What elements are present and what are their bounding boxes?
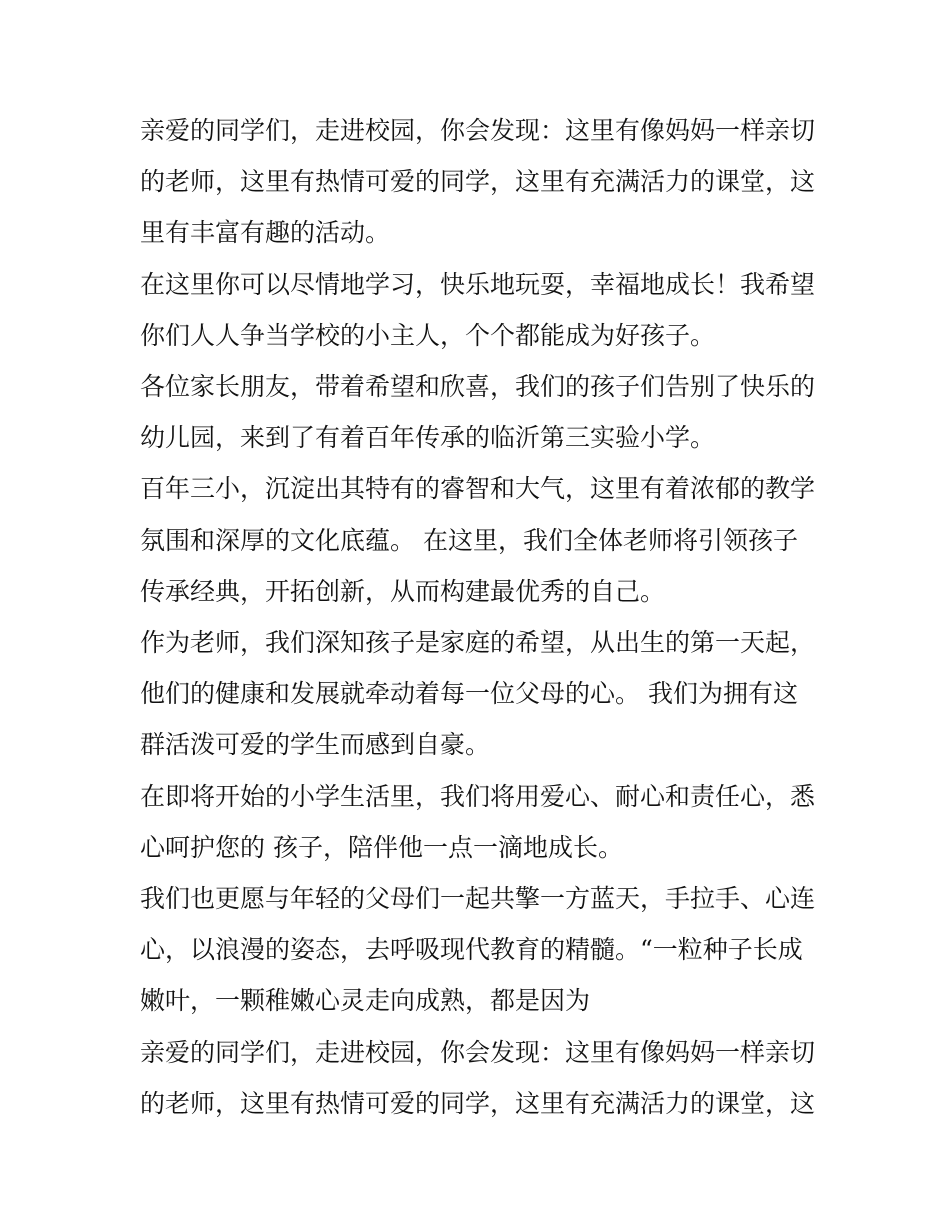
paragraph: 在这里你可以尽情地学习，快乐地玩耍，幸福地成长！我希望你们人人争当学校的小主人，个个都能成为好孩子。 <box>140 269 816 350</box>
document-body <box>140 105 816 1129</box>
paragraph: 作为老师，我们深知孩子是家庭的希望，从出生的第一天起，他们的健康和发展就牵动着每一位父母的心。 我们为拥有这群活泼可爱的学生而感到自豪。 <box>140 628 816 760</box>
paragraph: 亲爱的同学们，走进校园，你会发现：这里有像妈妈一样亲切的老师，这里有热情可爱的同学，这里有充满活力的课堂，这 <box>140 1037 816 1118</box>
paragraph: 各位家长朋友，带着希望和欣喜，我们的孩子们告别了快乐的幼儿园，来到了有着百年传承的临沂第三实验小学。 <box>140 372 816 453</box>
paragraph: 亲爱的同学们，走进校园，你会发现：这里有像妈妈一样亲切的老师，这里有热情可爱的同学，这里有充满活力的课堂，这里有丰富有趣的活动。 <box>140 116 816 248</box>
paragraph: 百年三小，沉淀出其特有的睿智和大气，这里有着浓郁的教学氛围和深厚的文化底蕴。 在这里，我们全体老师将引领孩子传承经典，开拓创新，从而构建最优秀的自己。 <box>140 474 816 606</box>
paragraph: 在即将开始的小学生活里，我们将用爱心、耐心和责任心，悉心呵护您的 孩子，陪伴他一点一滴地成长。 <box>140 781 816 862</box>
paragraph: 我们也更愿与年轻的父母们一起共擎一方蓝天，手拉手、心连心，以浪漫的姿态，去呼吸现代教育的精髓。“一粒种子长成嫩叶，一颗稚嫩心灵走向成熟，都是因为 <box>140 884 816 1016</box>
